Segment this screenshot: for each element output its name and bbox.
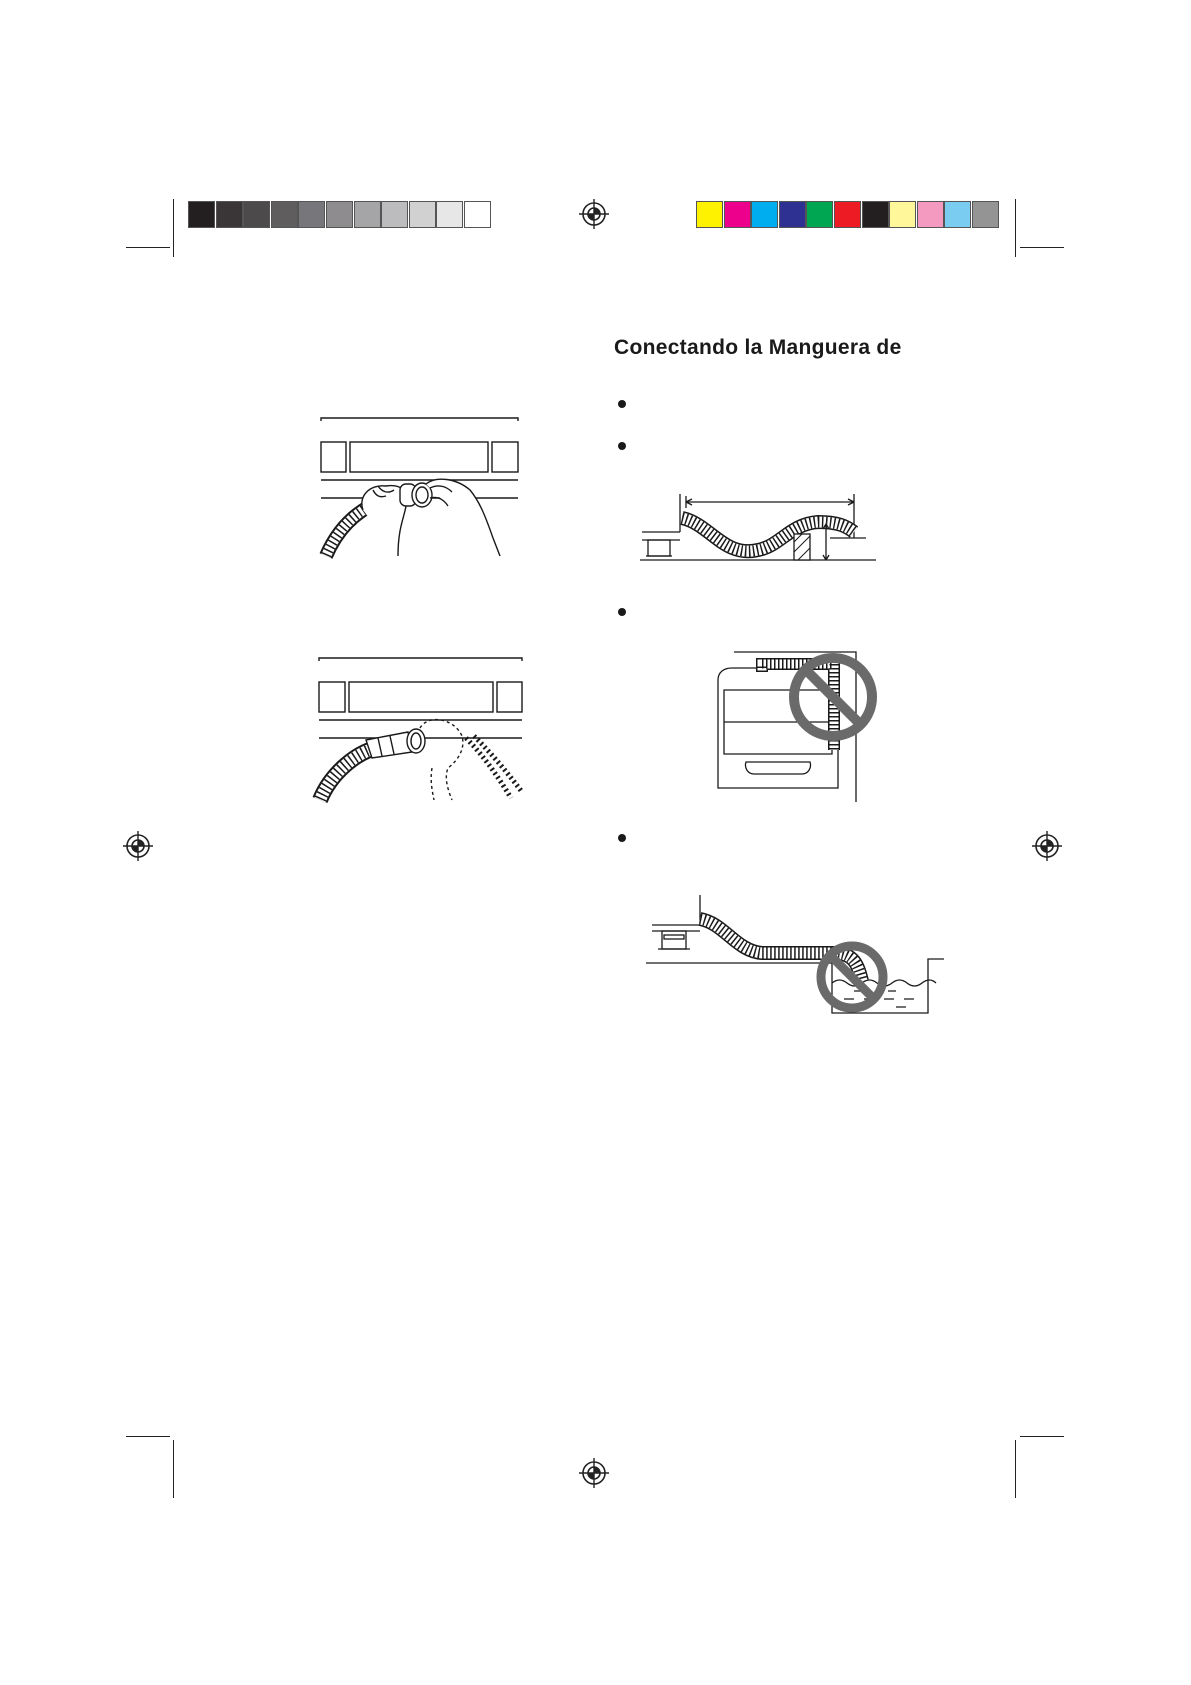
color-swatch bbox=[889, 201, 916, 228]
bullet-point bbox=[618, 442, 626, 450]
color-swatch bbox=[696, 201, 723, 228]
prohibited-hose-in-water-illustration bbox=[644, 895, 949, 1015]
bullet-point bbox=[618, 400, 626, 408]
crop-mark bbox=[173, 199, 174, 257]
bullet-point bbox=[618, 608, 626, 616]
registration-mark-bottom-icon bbox=[579, 1458, 609, 1488]
color-swatch bbox=[944, 201, 971, 228]
color-swatch bbox=[834, 201, 861, 228]
crop-mark bbox=[1020, 247, 1064, 248]
crop-mark bbox=[173, 1440, 174, 1498]
section-title: Conectando la Manguera de bbox=[614, 336, 902, 359]
color-swatch bbox=[464, 201, 491, 228]
color-swatch bbox=[298, 201, 325, 228]
registration-mark-top-icon bbox=[579, 199, 609, 229]
color-swatch bbox=[188, 201, 215, 228]
bullet-point bbox=[618, 834, 626, 842]
color-swatch bbox=[436, 201, 463, 228]
crop-mark bbox=[126, 247, 170, 248]
color-swatch bbox=[862, 201, 889, 228]
crop-mark bbox=[126, 1436, 170, 1437]
color-swatch bbox=[381, 201, 408, 228]
color-swatch bbox=[972, 201, 999, 228]
color-swatch bbox=[271, 201, 298, 228]
registration-mark-left-icon bbox=[123, 831, 153, 861]
prohibited-hose-raised-illustration bbox=[716, 650, 876, 805]
color-swatch bbox=[243, 201, 270, 228]
crop-mark bbox=[1020, 1436, 1064, 1437]
color-swatch bbox=[354, 201, 381, 228]
color-swatch bbox=[216, 201, 243, 228]
registration-mark-right-icon bbox=[1032, 831, 1062, 861]
crop-mark bbox=[1015, 199, 1016, 257]
color-swatch bbox=[779, 201, 806, 228]
drain-hose-height-illustration bbox=[640, 494, 880, 584]
hands-connecting-hose-illustration bbox=[318, 418, 523, 558]
color-swatch bbox=[806, 201, 833, 228]
color-swatch bbox=[917, 201, 944, 228]
crop-mark bbox=[1015, 1440, 1016, 1498]
color-swatch bbox=[724, 201, 751, 228]
color-swatch bbox=[409, 201, 436, 228]
hose-connected-illustration bbox=[316, 658, 526, 803]
color-swatch bbox=[326, 201, 353, 228]
color-swatch bbox=[751, 201, 778, 228]
